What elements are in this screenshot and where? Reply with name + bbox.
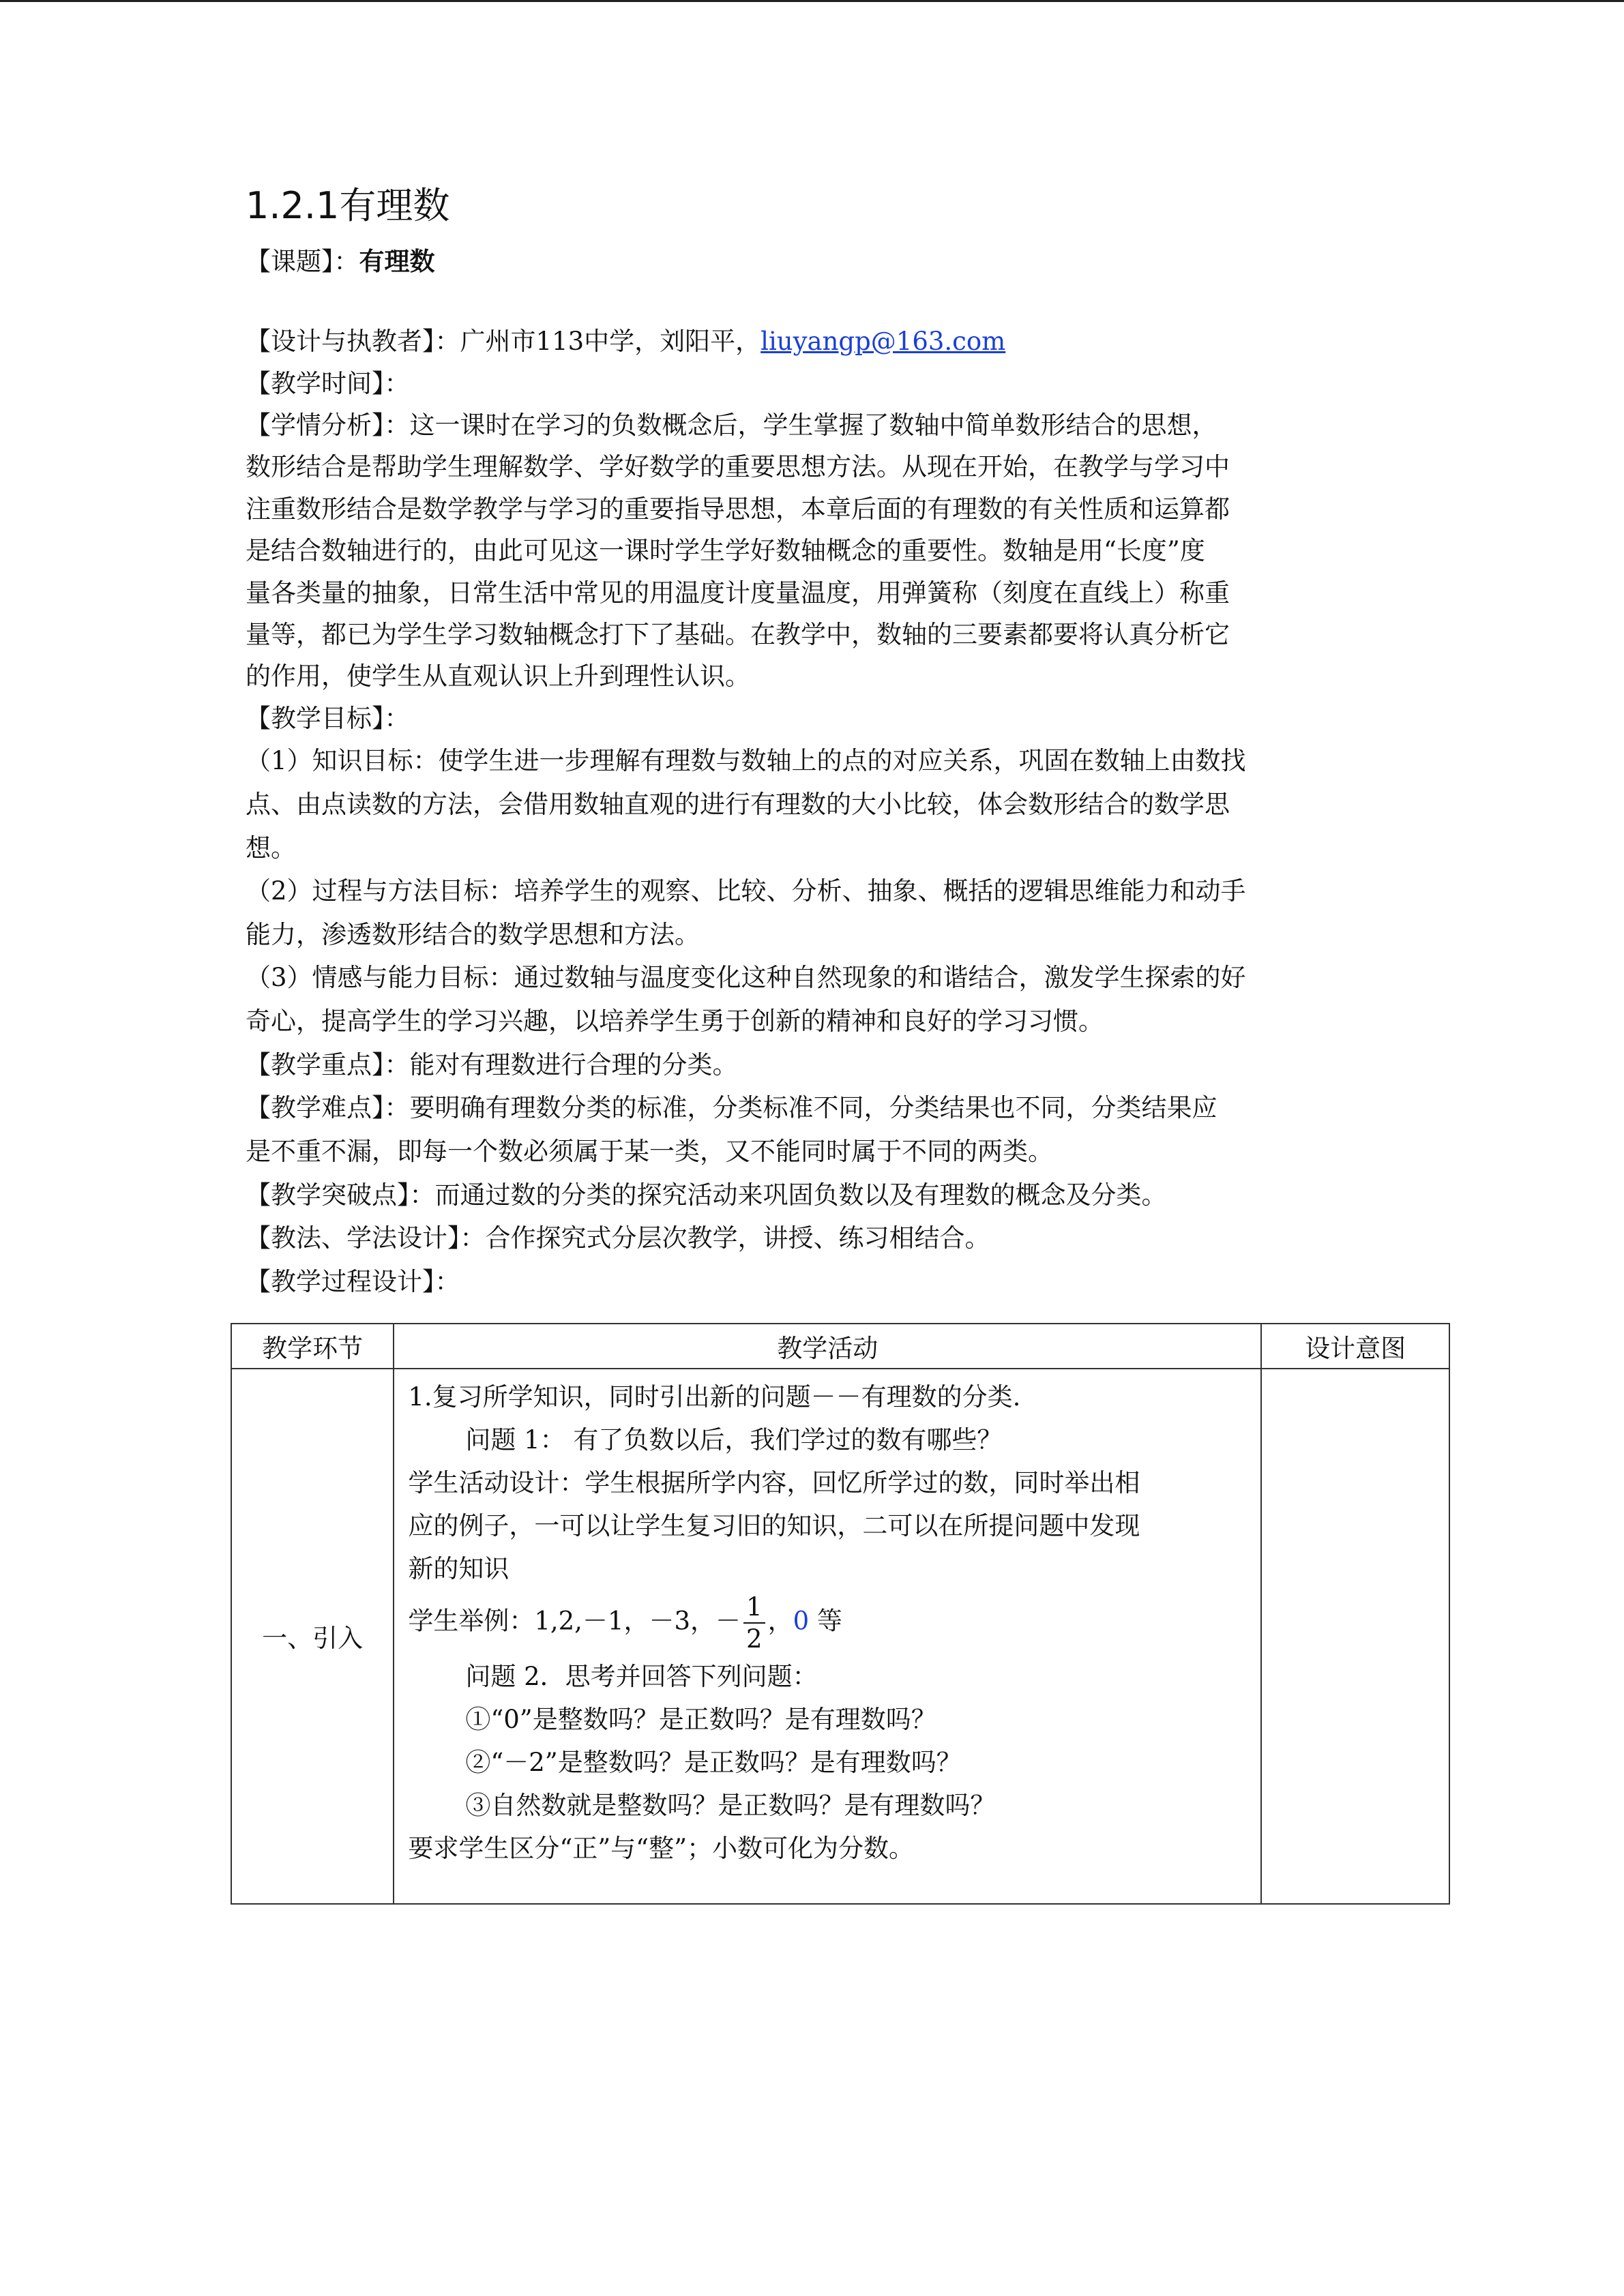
example-line: 学生举例：1,2,－1，－3，－ $\frac{1}{2}$ ，0 等 [408,1592,842,1654]
process-table [231,1323,1450,1905]
header-intent: 设计意图 [1261,1324,1449,1369]
email-link[interactable]: liuyangp@163.com [761,327,1006,357]
difficulty-section: 【教学难点】：要明确有理数分类的标准，分类标准不同，分类结果也不同，分类结果应 是不重不漏，即每一个数必须属于某一类，又不能同时属于不同的两类。 [246,1093,1217,1166]
analysis-section: 【学情分析】：这一课时在学习的负数概念后，学生掌握了数轴中简单数形结合的思想， 数形结合是帮助学生理解数学、学好数学的重要思想方法。从现在开始，在教学与学习中 注重数形结合是数学教学与学习的重要指导思想，本章后面的有理数的有关性质和运算都 是结合数轴进行的，由此可见这一课时学生学好数轴概念的重要性。数轴是用“长度”度 量各类量的抽象，日常生活中常见的用温度计度量温度，用弹簧称（刻度在直线上）称重 量等，都已为学生学习数轴概念打下了基础。在教学中，数轴的三要素都要将认真分析它 的作用，使学生从直观认识上升到理性认识。 [246,411,1230,691]
header-stage: 教学环节 [231,1324,394,1369]
process-table-wrapper [231,1323,1450,1905]
topic-line: 【课题】：有理数 [246,245,435,276]
table-header-row [231,1324,1449,1369]
table-row [231,1369,1449,1904]
activity-cell: 1.复习所学知识，同时引出新的问题－－有理数的分类. 问题 1： 有了负数以后，我们学过的数有哪些？ 学生活动设计：学生根据所学内容，回忆所学过的数，同时举出相 应的例子，一可以让学生复习旧的知识，二可以在所提问题中发现 新的知识 学生举例：1,2,－1，－3，－ $\frac{1}{2}$ ，0 等 问题 2．思考并回答下列问题： ①“0”是整数吗？是正数吗？是有理数吗？ ②“－2”是整数吗？是正数吗？是有理数吗？ ③自然数就是整数吗？是正数吗？是有理数吗？ 要求学生区分“正”与“整”；小数可化为分数。 [394,1369,1261,1904]
page-title: 1.2.1有理数 [246,184,450,227]
fraction-one-half: $\frac{1}{2}$ [743,1594,765,1652]
document-body [246,184,1405,1303]
top-border [0,0,1624,2]
header-activity: 教学活动 [394,1324,1261,1369]
intent-cell [1261,1369,1449,1904]
stage-cell: 一、引入 [231,1369,394,1904]
key-point-line: 【教学重点】：能对有理数进行合理的分类。 [246,1049,738,1079]
breakthrough-line: 【教学突破点】：而通过数的分类的探究活动来巩固负数以及有理数的概念及分类。 [246,1180,1167,1210]
process-heading: 【教学过程设计】： [246,1266,460,1296]
designer-line: 【设计与执教者】：广州市113中学，刘阳平，liuyangp@163.com [246,327,1006,357]
spacer [246,282,1405,320]
objectives-section: 【教学目标】： （1）知识目标：使学生进一步理解有理数与数轴上的点的对应关系，巩固在数轴上由数找 点、由点读数的方法，会借用数轴直观的进行有理数的大小比较，体会数形结合的数学思 想。 （2）过程与方法目标：培养学生的观察、比较、分析、抽象、概括的逻辑思维能力和动手 能力，渗透数形结合的数学思想和方法。 （3）情感与能力目标：通过数轴与温度变化这种自然现象的和谐结合，激发学生探索的好 奇心，提高学生的学习兴趣，以培养学生勇于创新的精神和良好的学习习惯。 [246,703,1246,1037]
time-line: 【教学时间】： [246,368,410,398]
method-line: 【教法、学法设计】：合作探究式分层次教学，讲授、练习相结合。 [246,1223,990,1253]
